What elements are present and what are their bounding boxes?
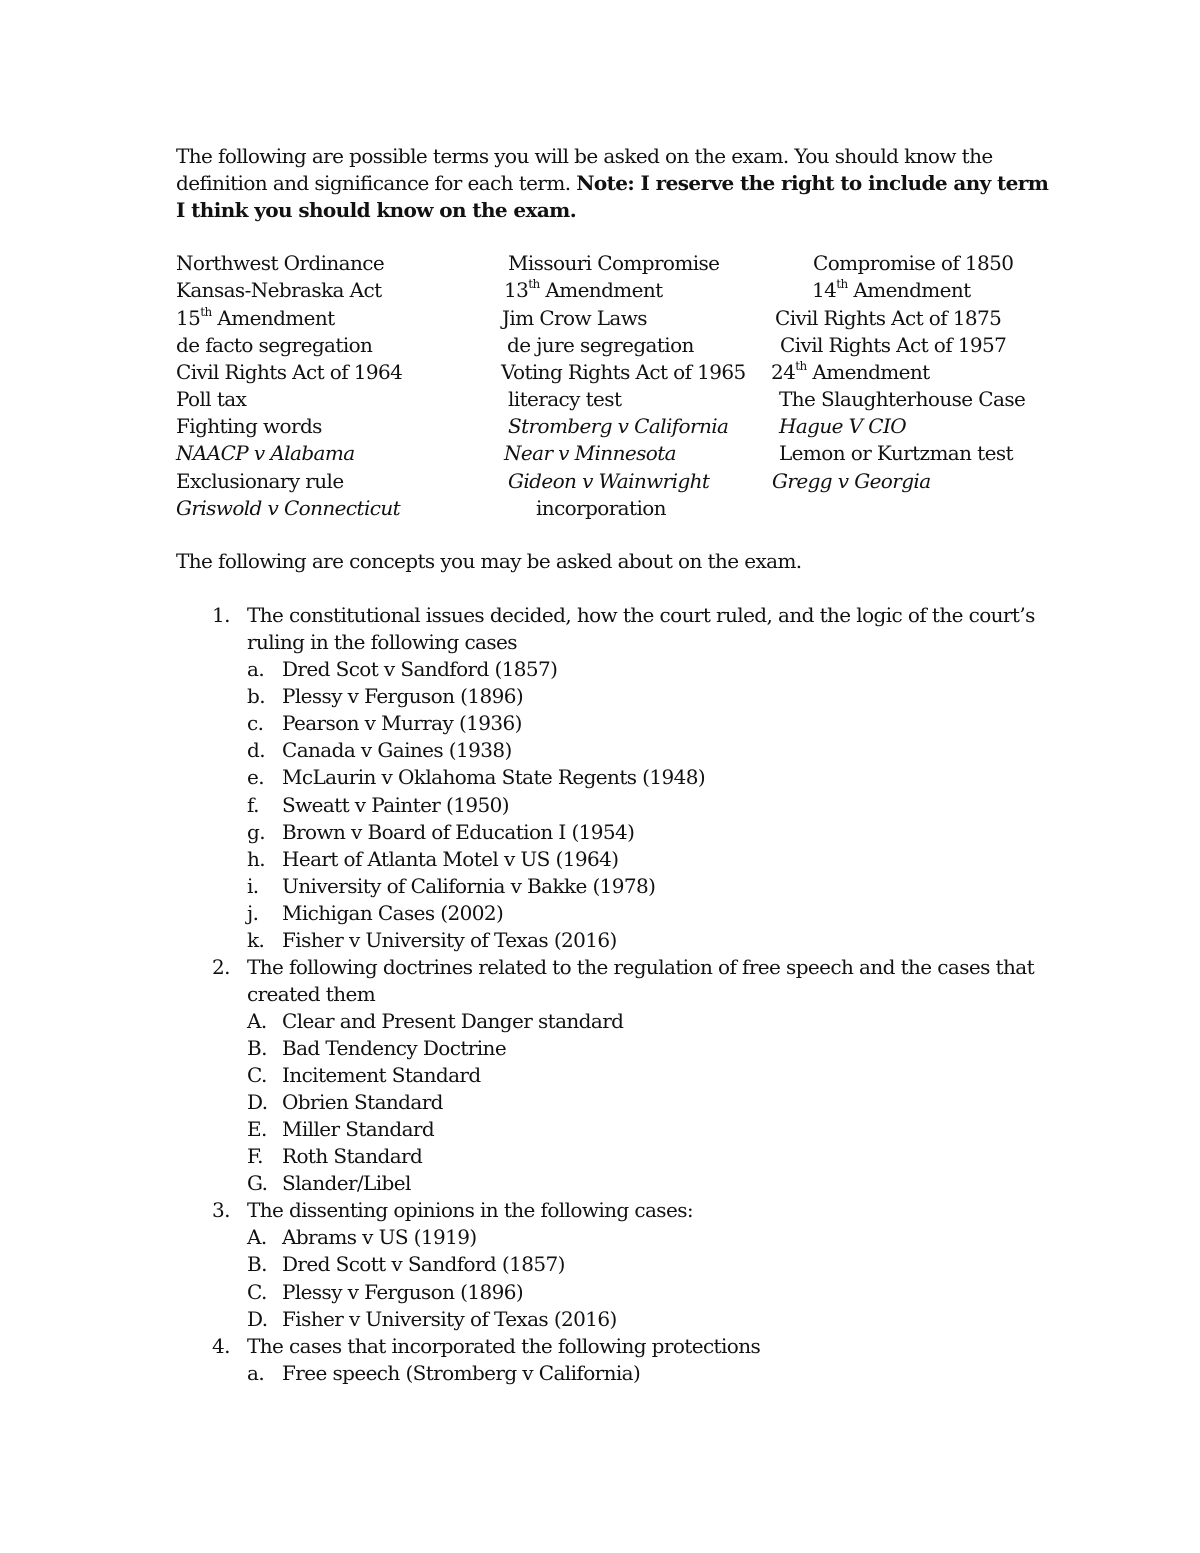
sub-item: Incitement Standard — [282, 1063, 481, 1087]
concepts-intro: The following are concepts you may be asked about on the exam. — [176, 549, 802, 573]
term-suffix: Amendment — [539, 278, 663, 302]
case-title-italic: Griswold v Connecticut — [176, 496, 401, 520]
list-item-text: The cases that incorporated the following protections — [247, 1334, 761, 1358]
term-number: 15 — [176, 306, 201, 330]
case-title-italic: Gideon v Wainwright — [508, 469, 710, 493]
case-title-italic: Gregg v Georgia — [772, 469, 931, 493]
sub-marker: g. — [247, 820, 265, 844]
intro-line-2-text: definition and significance for each term. — [176, 171, 577, 195]
sub-item: Dred Scott v Sandford (1857) — [282, 1252, 565, 1276]
sub-item: Abrams v US (1919) — [282, 1225, 477, 1249]
list-item-text: The constitutional issues decided, how the court ruled, and the logic of the court’s — [247, 603, 1035, 627]
sub-marker: a. — [247, 657, 265, 681]
sub-marker: h. — [247, 847, 266, 871]
term-superscript: th — [528, 277, 540, 292]
sub-item: University of California v Bakke (1978) — [282, 874, 656, 898]
term-number: 14 — [812, 278, 837, 302]
term: Civil Rights Act of 1875 — [775, 306, 1002, 330]
term: Lemon or Kurtzman test — [779, 441, 1013, 465]
sub-marker: e. — [247, 765, 264, 789]
sub-item: Canada v Gaines (1938) — [282, 738, 512, 762]
list-item-text: The following doctrines related to the regulation of free speech and the cases that — [247, 955, 1035, 979]
sub-item: Plessy v Ferguson (1896) — [282, 1280, 524, 1304]
case-title-italic: NAACP v Alabama — [176, 441, 355, 465]
term: Civil Rights Act of 1957 — [780, 333, 1007, 357]
term — [504, 277, 663, 304]
case-title-italic: Near v Minnesota — [504, 441, 676, 465]
sub-item: Heart of Atlanta Motel v US (1964) — [282, 847, 619, 871]
term: Kansas-Nebraska Act — [176, 278, 382, 302]
sub-marker: a. — [247, 1361, 265, 1385]
term: Northwest Ordinance — [176, 251, 385, 275]
sub-item: Bad Tendency Doctrine — [282, 1036, 507, 1060]
sub-item: Clear and Present Danger standard — [282, 1009, 624, 1033]
term-suffix: Amendment — [806, 360, 930, 384]
term — [771, 359, 930, 386]
term — [812, 277, 971, 304]
term — [176, 305, 335, 332]
sub-marker: i. — [247, 874, 259, 898]
sub-marker: F. — [247, 1144, 263, 1168]
list-item-text: The dissenting opinions in the following cases: — [247, 1198, 693, 1222]
term-number: 24 — [771, 360, 796, 384]
term: de jure segregation — [507, 333, 694, 357]
term-superscript: th — [200, 305, 212, 320]
sub-marker: f. — [247, 793, 259, 817]
sub-marker: C. — [247, 1063, 267, 1087]
term: Voting Rights Act of 1965 — [501, 360, 746, 384]
sub-marker: D. — [247, 1307, 268, 1331]
term: de facto segregation — [176, 333, 373, 357]
list-item-text: ruling in the following cases — [247, 630, 517, 654]
list-number: 2. — [212, 955, 230, 979]
term-suffix: Amendment — [847, 278, 971, 302]
term: Exclusionary rule — [176, 469, 344, 493]
term-superscript: th — [795, 359, 807, 374]
sub-marker: c. — [247, 711, 264, 735]
sub-item: Roth Standard — [282, 1144, 423, 1168]
term: Poll tax — [176, 387, 247, 411]
term: Fighting words — [176, 414, 322, 438]
sub-item: Obrien Standard — [282, 1090, 443, 1114]
sub-marker: G. — [247, 1171, 268, 1195]
intro-note-bold: Note: I reserve the right to include any term — [576, 171, 1049, 195]
sub-marker: E. — [247, 1117, 267, 1141]
sub-marker: k. — [247, 928, 265, 952]
intro-line-3-bold: I think you should know on the exam. — [176, 198, 577, 222]
sub-item: Sweatt v Painter (1950) — [282, 793, 509, 817]
sub-item: Slander/Libel — [282, 1171, 411, 1195]
term: Compromise of 1850 — [813, 251, 1014, 275]
list-number: 1. — [212, 603, 230, 627]
sub-item: McLaurin v Oklahoma State Regents (1948) — [282, 765, 706, 789]
term: Civil Rights Act of 1964 — [176, 360, 403, 384]
sub-item: Free speech (Stromberg v California) — [282, 1361, 641, 1385]
term: The Slaughterhouse Case — [779, 387, 1026, 411]
term-superscript: th — [836, 277, 848, 292]
term-number: 13 — [504, 278, 529, 302]
sub-item: Brown v Board of Education I (1954) — [282, 820, 635, 844]
list-number: 3. — [212, 1198, 230, 1222]
sub-item: Plessy v Ferguson (1896) — [282, 684, 524, 708]
sub-marker: D. — [247, 1090, 268, 1114]
list-item-text: created them — [247, 982, 376, 1006]
case-title-italic: Hague V CIO — [779, 414, 907, 438]
term: literacy test — [508, 387, 622, 411]
sub-marker: j. — [247, 901, 259, 925]
sub-marker: A. — [247, 1009, 267, 1033]
list-number: 4. — [212, 1334, 230, 1358]
term: Jim Crow Laws — [502, 306, 647, 330]
sub-marker: C. — [247, 1280, 267, 1304]
intro-line-1: The following are possible terms you will be asked on the exam. You should know the — [176, 144, 993, 168]
sub-item: Fisher v University of Texas (2016) — [282, 928, 617, 952]
sub-item: Michigan Cases (2002) — [282, 901, 504, 925]
sub-marker: A. — [247, 1225, 267, 1249]
sub-marker: d. — [247, 738, 265, 762]
term: Missouri Compromise — [508, 251, 720, 275]
sub-marker: B. — [247, 1036, 267, 1060]
sub-marker: b. — [247, 684, 265, 708]
sub-item: Dred Scot v Sandford (1857) — [282, 657, 558, 681]
case-title-italic: Stromberg v California — [508, 414, 729, 438]
sub-item: Fisher v University of Texas (2016) — [282, 1307, 617, 1331]
sub-item: Pearson v Murray (1936) — [282, 711, 522, 735]
intro-line-2 — [176, 170, 1048, 197]
sub-item: Miller Standard — [282, 1117, 435, 1141]
term-suffix: Amendment — [211, 306, 335, 330]
term: incorporation — [536, 496, 666, 520]
sub-marker: B. — [247, 1252, 267, 1276]
